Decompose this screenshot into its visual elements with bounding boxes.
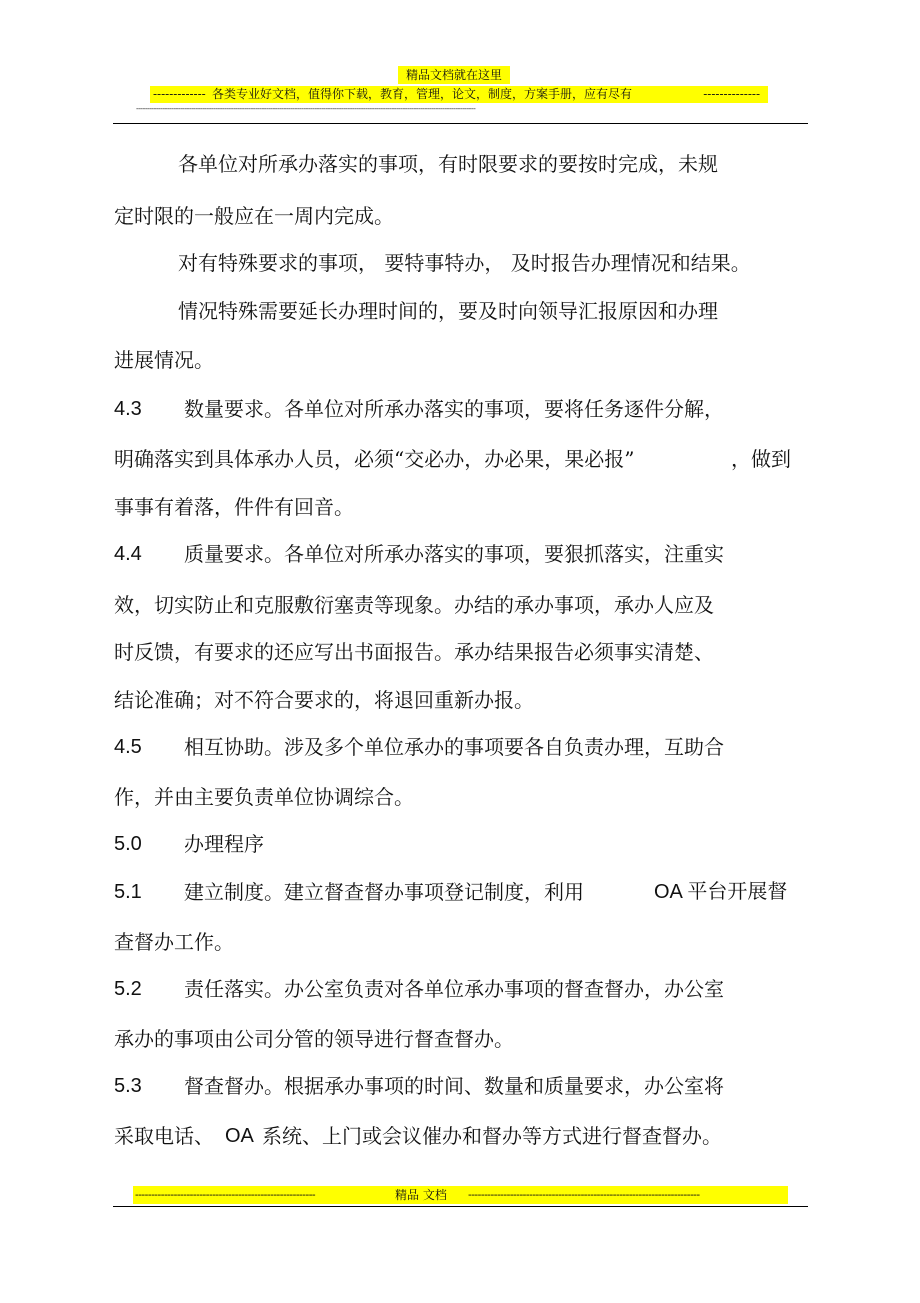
footer-label: 精品 文档 — [395, 1188, 447, 1202]
section-5-1-line2: 查督办工作。 — [114, 930, 234, 954]
section-5-3-line2c: 系统、上门或会议催办和督办等方式进行督查督办。 — [262, 1124, 722, 1148]
section-4-4-line3: 时反馈，有要求的还应写出书面报告。承办结果报告必须事实清楚、 — [114, 640, 714, 664]
section-4-4-number: 4.4 — [114, 543, 142, 565]
section-5-3-number: 5.3 — [114, 1075, 142, 1097]
section-4-5-number: 4.5 — [114, 736, 142, 758]
section-5-1-line1a: 建立制度。建立督查督办事项登记制度，利用 — [184, 880, 584, 904]
p1-line1: 各单位对所承办落实的事项，有时限要求的要按时完成，未规 — [178, 152, 718, 176]
footer-bar — [133, 1186, 788, 1204]
section-4-4-line2: 效，切实防止和克服敷衍塞责等现象。办结的承办事项，承办人应及 — [114, 593, 714, 617]
header-rule — [113, 123, 808, 124]
section-4-3-line2a: 明确落实到具体承办人员，必须“交必办，办必果，果必报” — [114, 447, 635, 471]
section-5-1-number: 5.1 — [114, 881, 142, 903]
section-5-3-line2a: 采取电话、 — [114, 1124, 214, 1148]
section-4-3-line1: 数量要求。各单位对所承办落实的事项，要将任务逐件分解， — [184, 397, 724, 421]
section-4-4-line1: 质量要求。各单位对所承办落实的事项，要狠抓落实，注重实 — [184, 542, 724, 566]
section-5-1-line1b: OA 平台开展督 — [654, 881, 788, 903]
p2-line1: 对有特殊要求的事项， 要特事特办， 及时报告办理情况和结果。 — [178, 251, 751, 275]
section-5-2-number: 5.2 — [114, 978, 142, 1000]
section-4-3-line3: 事事有着落，件件有回音。 — [114, 495, 354, 519]
header-dash-right: -------------- — [703, 87, 760, 101]
header-title: 精品文档就在这里 — [398, 66, 510, 84]
section-5-2-line2: 承办的事项由公司分管的领导进行督查督办。 — [114, 1027, 514, 1051]
section-5-3-line1: 督查督办。根据承办事项的时间、数量和质量要求，办公室将 — [184, 1074, 724, 1098]
section-4-5-line2: 作，并由主要负责单位协调综合。 — [114, 785, 414, 809]
section-5-2-line1: 责任落实。办公室负责对各单位承办事项的督查督办，办公室 — [184, 977, 724, 1001]
section-4-3-number: 4.3 — [114, 398, 142, 420]
p3-line1: 情况特殊需要延长办理时间的，要及时向领导汇报原因和办理 — [178, 299, 718, 323]
section-4-4-line4: 结论准确；对不符合要求的，将退回重新办报。 — [114, 688, 534, 712]
section-5-3-line2b: OA — [225, 1125, 254, 1147]
header-dash-line: ---------------------------------------------------------------------------------------------------------------------------------------------------------- — [136, 104, 476, 113]
footer-rule — [113, 1206, 808, 1207]
footer-dash-right: ------------------------------------------------------------------------ — [468, 1188, 700, 1201]
footer-dash-left: -------------------------------------------------------- — [135, 1188, 316, 1201]
header-tagline: 各类专业好文档，值得你下载，教育，管理，论文，制度，方案手册，应有尽有 — [212, 87, 633, 101]
p3-line2: 进展情况。 — [114, 348, 214, 372]
section-4-3-line2b: ，做到 — [731, 447, 791, 471]
header-tagline-bar — [150, 86, 768, 103]
section-4-5-line1: 相互协助。涉及多个单位承办的事项要各自负责办理，互助合 — [184, 735, 724, 759]
section-5-0-number: 5.0 — [114, 833, 142, 855]
header-dash-left: ------------- — [153, 87, 206, 101]
section-5-0-heading: 办理程序 — [184, 832, 264, 856]
p1-line2: 定时限的一般应在一周内完成。 — [114, 204, 394, 228]
